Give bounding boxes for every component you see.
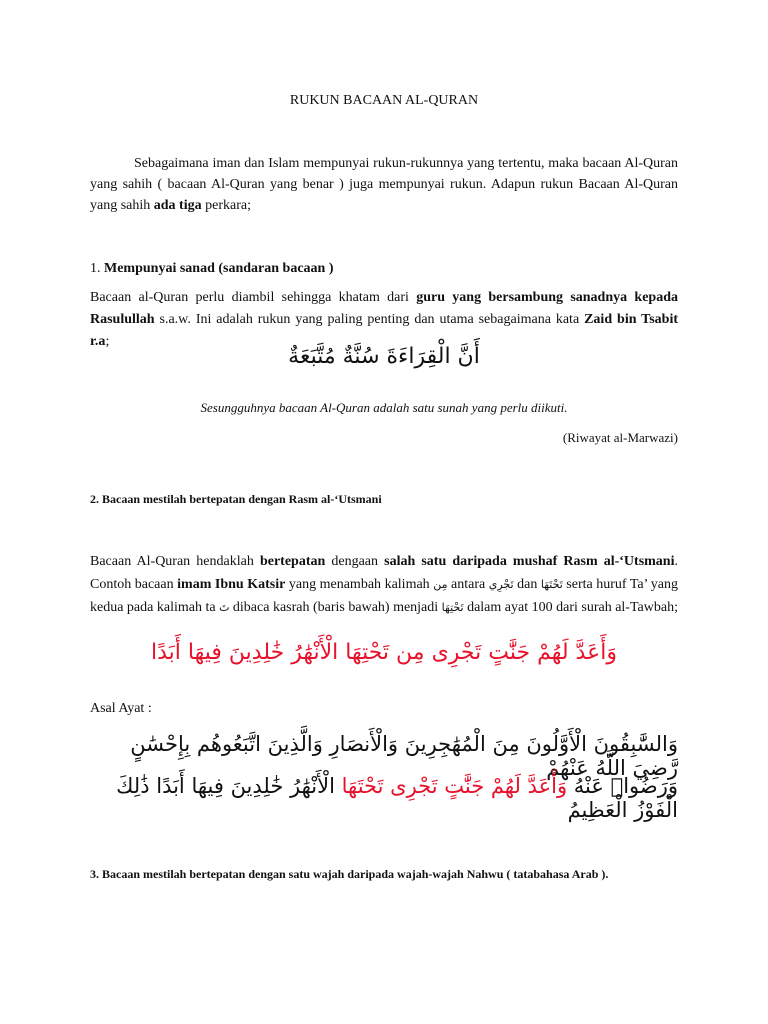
arabic-inline-min: مِن [433, 578, 448, 591]
asal-ayat-label: Asal Ayat : [90, 701, 152, 716]
ayat-line-2-end: الْأَنْهَٰرُ خَٰلِدِينَ فِيهَا أَبَدًا ذَٰلِكَ الْفَوْزُ الْعَظِيمُ [116, 774, 678, 822]
s2-bold-4: salah satu daripada mushaf Rasm al-‘Utsmani [384, 554, 675, 569]
quote-reference: (Riwayat al-Marwazi) [562, 430, 678, 445]
intro-bold: ada tiga [153, 198, 202, 213]
s2-text-3: dengaan [325, 554, 385, 569]
s2-text-12: dalam ayat 100 dari surah al-Tawbah; [463, 600, 678, 615]
section2-heading: 2. Bacaan mestilah bertepatan dengan Rasm al-‘Utsmani [90, 492, 382, 506]
intro-text: Sebagaimana iman dan Islam mempunyai rukun-rukunnya yang tertentu, maka bacaan Al-Quran yang sahih ( bacaan Al-Quran yang benar ) juga mempunyai rukun. Adapun rukun Bacaan Al-Quran yang sahih [90, 156, 678, 213]
s2-text-5: . Contoh bacaan [90, 554, 678, 592]
ayat-line-1: وَالسَّٰبِقُونَ الْأَوَّلُونَ مِنَ الْمُهَٰجِرِينَ وَالْأَنصَارِ وَالَّذِينَ اتَّبَعُوهُم بِإِحْسَٰنٍ رَّضِيَ اللَّهُ عَنْهُمْ [130, 732, 678, 780]
page-title: RUKUN BACAAN AL-QURAN [289, 93, 479, 108]
section3-heading: 3. Bacaan mestilah bertepatan dengan satu wajah daripada wajah-wajah Nahwu ( tatabahasa Arab ). [90, 867, 609, 881]
s2-text-1: Bacaan Al-Quran hendaklah [90, 554, 260, 569]
s2-bold-2: bertepatan [259, 554, 326, 569]
intro-paragraph [90, 153, 678, 216]
s1-bold-b: guru yang bersambung sanadnya kepada Rasulullah [90, 290, 678, 327]
s2-text-7: yang menambah kalimah [285, 577, 434, 592]
section1-number: 1. [90, 261, 104, 276]
section1-heading-text: Mempunyai sanad (sandaran bacaan ) [104, 261, 334, 276]
s1-text-e: ; [105, 334, 110, 349]
section1-heading [90, 258, 678, 279]
s2-text-11: dibaca kasrah (baris bawah) menjadi [229, 600, 442, 615]
s2-text-10: serta huruf Ta’ yang kedua pada kalimah ta [90, 577, 679, 615]
ayat-line-2 [90, 774, 678, 822]
s2-bold-6: imam Ibnu Katsir [177, 577, 286, 592]
s1-text-c: s.a.w. Ini adalah rukun yang paling penting dan utama sebagaimana kata [154, 312, 585, 327]
arabic-example-red: وَأَعَدَّ لَهُمْ جَنَّٰتٍ تَجْرِى مِن تَحْتِهَا الْأَنْهَٰرُ خَٰلِدِينَ فِيهَا أَبَدًا [151, 640, 617, 665]
intro-text-end: perkara; [201, 198, 251, 213]
s2-text-9: dan [513, 577, 541, 592]
ayat-line-2-highlight: وَأَعَدَّ لَهُمْ جَنَّٰتٍ تَجْرِى تَحْتَهَا [341, 774, 568, 798]
s1-bold-d: Zaid bin Tsabit r.a [90, 312, 679, 349]
arabic-inline-tahtaha: تَحْتَهَا [540, 578, 563, 591]
quote-translation: Sesungguhnya bacaan Al-Quran adalah satu sunah yang perlu diikuti. [200, 400, 568, 415]
arabic-inline-tajri: تَجْرِي [488, 578, 514, 591]
section2-paragraph [90, 550, 678, 619]
arabic-inline-tahtiha: تَحْتِهَا [441, 601, 464, 614]
s1-text-a: Bacaan al-Quran perlu diambil sehingga khatam dari [90, 290, 417, 305]
arabic-quote: أَنَّ الْقِرَاءَةَ سُنَّةٌ مُتَّبَعَةٌ [288, 344, 480, 369]
arabic-inline-ta: تَ [219, 601, 230, 614]
s2-text-8: antara [447, 577, 489, 592]
ayat-line-2-start: وَرَضُوا۟ عَنْهُ [567, 774, 678, 798]
